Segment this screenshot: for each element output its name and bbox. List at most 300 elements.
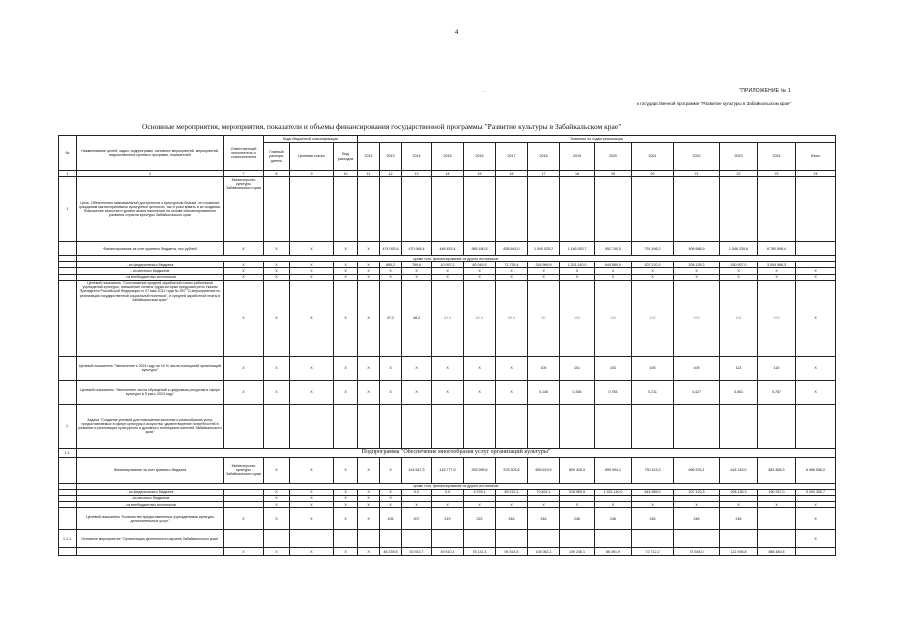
fed-cell: 60 045,5 <box>464 262 496 268</box>
x-cell: X <box>632 274 674 280</box>
fin-cell: 109 246,1 <box>560 548 595 556</box>
federal-label: - из федерального бюджета <box>77 262 224 268</box>
x-cell: X <box>758 274 796 280</box>
fin-cell: 72 712,2 <box>632 548 674 556</box>
col-number: 2 <box>77 171 224 177</box>
fed-cell: X <box>358 489 380 495</box>
ind-cell: X <box>224 508 264 530</box>
fed-cell: 208 135,3 <box>674 262 720 268</box>
ind-cell: X <box>380 380 402 404</box>
fed-cell: 208 135,3 <box>720 489 758 495</box>
empty-cell <box>496 177 528 242</box>
main-tail: X <box>796 530 836 548</box>
fin-cell: 86 491,9 <box>595 548 632 556</box>
financing-label: Финансирование за счет краевого бюджета, тыс.рублей <box>77 242 224 256</box>
row-number: 1 <box>59 177 77 242</box>
ind-cell: X <box>358 356 380 380</box>
col-number: 18 <box>560 171 595 177</box>
ind-cell: 59,9 <box>496 280 528 356</box>
fin-cell: 474 092,6 <box>380 242 402 256</box>
ind-cell: 101 <box>560 356 595 380</box>
fin-cell: 1 146 053,7 <box>560 242 595 256</box>
ind-cell: X <box>334 380 358 404</box>
financing-row <box>59 548 836 556</box>
header-year: 2023 <box>720 143 758 171</box>
empty-cell <box>264 177 290 242</box>
empty-cell <box>464 404 496 448</box>
fed-cell: 207 120,3 <box>674 489 720 495</box>
empty-cell <box>358 177 380 242</box>
header-year: 2020 <box>595 143 632 171</box>
fin-cell: 1 546 339,6 <box>720 242 758 256</box>
col-number: 14 <box>432 171 464 177</box>
fin-cell: 908 688,9 <box>674 242 720 256</box>
fin-cell: 8 780 898,4 <box>758 242 796 256</box>
fin-cell: X <box>334 242 358 256</box>
fin-cell: X <box>358 548 380 556</box>
empty-cell <box>59 380 77 404</box>
header-gl: Главный распоря-дитель <box>264 143 290 171</box>
empty-cell <box>595 530 632 548</box>
x-cell: X <box>358 268 380 274</box>
x-cell: X <box>290 502 334 508</box>
empty-cell <box>402 530 432 548</box>
indicator-text: Целевой показатель "Увеличение числа обращений к цифровым ресурсам в сфере культуры в 5 раз к 2024 году" <box>77 380 224 404</box>
local-label: - из местных бюджетов <box>77 268 224 274</box>
fin-cell: X <box>290 457 334 483</box>
fed-cell: 70 824,1 <box>528 489 560 495</box>
ind-cell: 246 <box>595 508 632 530</box>
col-number: 22 <box>720 171 758 177</box>
fed-cell: 10 057,2 <box>432 262 464 268</box>
extra-label: - из внебюджетных источников <box>77 274 224 280</box>
x-cell: X <box>720 274 758 280</box>
x-cell: X <box>432 502 464 508</box>
fed-cell: 71 735,4 <box>496 262 528 268</box>
empty-cell <box>674 177 720 242</box>
fed-cell: 769,6 <box>402 262 432 268</box>
header-num: № <box>59 136 77 171</box>
x-cell: X <box>290 495 334 501</box>
x-cell: X <box>496 274 528 280</box>
col-number: 12 <box>380 171 402 177</box>
row-number: 1.1.1. <box>59 530 77 548</box>
col-number: 19 <box>595 171 632 177</box>
local-label: - из местных бюджетов <box>77 495 224 501</box>
ind-cell: 246 <box>560 508 595 530</box>
fed-cell: X <box>290 262 334 268</box>
x-cell: X <box>595 274 632 280</box>
x-cell: X <box>358 274 380 280</box>
x-cell: X <box>528 274 560 280</box>
x-cell: X <box>380 502 402 508</box>
ind-cell: X <box>224 356 264 380</box>
fed-cell: X <box>224 262 264 268</box>
empty-cell <box>560 177 595 242</box>
executor-ministry: Министерство культуры Забайкальского края <box>224 457 264 483</box>
ind-cell: 103 <box>595 356 632 380</box>
fed-cell: X <box>290 489 334 495</box>
ind-cell: X <box>464 380 496 404</box>
ind-cell: X <box>264 280 290 356</box>
fed-cell: 9 378,1 <box>464 489 496 495</box>
fin-cell: 74 548,0 <box>674 548 720 556</box>
indicator-text: Целевой показатель "Соотношение средней заработной платы работников учреждений культуры, повышение оплаты труда которых предусмотрено Указом Президента Российской Федерации от 07 мая 2012 года № 597 "О мероприятиях по реализации государственной социальной политики", и средней заработной платы в Забайкальском крае" <box>77 280 224 356</box>
fed-cell: 3 000 305,7 <box>796 489 836 495</box>
fin-cell: 791 498,2 <box>632 242 674 256</box>
empty-cell <box>59 356 77 380</box>
x-cell: X <box>758 268 796 274</box>
empty-cell <box>290 530 334 548</box>
empty-cell <box>758 404 796 448</box>
col-number: 15 <box>464 171 496 177</box>
indicator-text: Целевой показатель "Количество предоставленных учреждениями культуры дополнительных услуг" <box>77 508 224 530</box>
subprogram-row <box>59 448 836 457</box>
ind-cell: X <box>796 356 836 380</box>
goal-text: Цель: Обеспечение максимальной доступности к культурным благам, что позволит гражданам как воспринимать культурные ценности, так и участвовать в их создании. Повышение качества и уровня жизни населения на основе сбалансированного развития отрасли культуры Забайкальского края <box>77 177 224 242</box>
x-cell: X <box>264 495 290 501</box>
fed-cell: 0,0 <box>432 489 464 495</box>
header-name: Наименование целей, задач, подпрограмм, основных мероприятий, мероприятий, ведомственных целевых программ, показателей <box>77 136 224 171</box>
empty-cell <box>334 404 358 448</box>
ind-cell: X <box>796 380 836 404</box>
fin-cell: 105 062,1 <box>528 548 560 556</box>
empty-cell <box>595 404 632 448</box>
incl-label: кроме того, финансирование из других источников: <box>77 483 836 489</box>
header-year: 2015 <box>432 143 464 171</box>
header-year: 2012 <box>358 143 380 171</box>
header-year: 2019 <box>560 143 595 171</box>
fin-cell: 122 496,8 <box>720 548 758 556</box>
fed-cell: 3 004 586,3 <box>758 262 796 268</box>
fin-cell: 78 131,4 <box>464 548 496 556</box>
fin-cell: 838 643,0 <box>496 242 528 256</box>
main-activity-row <box>59 530 836 548</box>
empty-cell <box>796 548 836 556</box>
fin-cell: 730 313,3 <box>632 457 674 483</box>
fin-cell: X <box>224 242 264 256</box>
header-year: 2024 <box>758 143 796 171</box>
ind-cell: X <box>432 356 464 380</box>
fin-cell: 94 514,5 <box>496 548 528 556</box>
fin-cell: 589 180,5 <box>464 242 496 256</box>
empty-cell <box>380 530 402 548</box>
fin-cell: 46 239,8 <box>380 548 402 556</box>
extra-label: - из внебюджетных источников <box>77 502 224 508</box>
ind-cell: 100 <box>560 280 595 356</box>
empty-cell <box>632 177 674 242</box>
x-cell: X <box>560 274 595 280</box>
fin-cell: X <box>290 548 334 556</box>
fed-cell: 1 331 140,0 <box>560 262 595 268</box>
fin-cell: 415 777,9 <box>432 457 464 483</box>
col-number: 9 <box>290 171 334 177</box>
ind-cell: X <box>264 508 290 530</box>
header-year: 2013 <box>380 143 402 171</box>
header-year: 2016 <box>464 143 496 171</box>
ind-cell: 105 <box>632 356 674 380</box>
fed-cell: 644 589,0 <box>632 489 674 495</box>
fin-cell: 952 740,5 <box>595 242 632 256</box>
fed-cell: X <box>334 262 358 268</box>
ind-cell: X <box>224 280 264 356</box>
x-cell: X <box>674 268 720 274</box>
x-cell: X <box>402 502 432 508</box>
x-cell: X <box>464 274 496 280</box>
ind-cell: X <box>496 356 528 380</box>
empty-cell <box>595 177 632 242</box>
fin-cell: X <box>264 242 290 256</box>
empty-cell <box>674 404 720 448</box>
x-cell: X <box>674 274 720 280</box>
empty-cell <box>720 177 758 242</box>
x-cell: X <box>290 268 334 274</box>
fed-cell: X <box>380 489 402 495</box>
empty-cell <box>528 530 560 548</box>
ind-cell: 0,561 <box>720 380 758 404</box>
empty-cell <box>464 177 496 242</box>
empty-cell <box>496 404 528 448</box>
empty-cell <box>796 242 836 256</box>
empty-cell <box>358 404 380 448</box>
ind-cell: 100 <box>528 356 560 380</box>
appendix-title: "ПРИЛОЖЕНИЕ № 1 <box>739 88 791 94</box>
empty-cell <box>224 530 264 548</box>
fin-cell: X <box>224 548 264 556</box>
ind-cell: X <box>358 280 380 356</box>
col-number: 24 <box>796 171 836 177</box>
empty-cell <box>334 530 358 548</box>
ind-cell: X <box>432 380 464 404</box>
ind-cell: X <box>290 356 334 380</box>
fin-cell: 448 452,4 <box>432 242 464 256</box>
federal-label: - из федерального бюджета <box>77 489 224 495</box>
col-number: 17 <box>528 171 560 177</box>
empty-cell <box>758 177 796 242</box>
ind-cell: 0,355 <box>560 380 595 404</box>
x-cell: X <box>595 268 632 274</box>
header-year: 2017 <box>496 143 528 171</box>
fed-cell: 59 212,1 <box>496 489 528 495</box>
empty-cell <box>496 530 528 548</box>
ind-cell: 48,2 <box>402 280 432 356</box>
empty-cell <box>59 457 77 483</box>
ind-cell: 246 <box>674 508 720 530</box>
fin-cell: X <box>358 457 380 483</box>
ind-cell: X <box>796 280 836 356</box>
ind-cell: X <box>402 356 432 380</box>
x-cell: X <box>496 268 528 274</box>
ind-cell: 0,211 <box>632 380 674 404</box>
fin-cell: 49 610,1 <box>432 548 464 556</box>
fin-cell: X <box>334 548 358 556</box>
ind-cell: X <box>358 380 380 404</box>
x-cell: X <box>632 502 674 508</box>
x-cell: X <box>334 268 358 274</box>
ind-cell: X <box>264 380 290 404</box>
ind-cell: X <box>334 356 358 380</box>
x-cell: X <box>224 268 264 274</box>
empty-cell <box>59 508 77 530</box>
subprogram-title: Подпрограмма "Обеспечение многообразия услуг организаций культуры" <box>77 448 836 457</box>
x-cell: X <box>358 502 380 508</box>
empty-cell <box>290 177 334 242</box>
x-cell: X <box>758 502 796 508</box>
fin-cell: X <box>264 548 290 556</box>
header-year: 2018 <box>528 143 560 171</box>
ind-cell: X <box>264 356 290 380</box>
ind-cell: X <box>290 280 334 356</box>
fed-cell: 150 937,0 <box>720 262 758 268</box>
ind-cell: 100 <box>674 280 720 356</box>
ind-cell: 0,783 <box>595 380 632 404</box>
header-budget-codes: Коды бюджетной классификации <box>264 136 358 143</box>
empty-cell <box>758 508 796 530</box>
empty-cell <box>796 177 836 242</box>
empty-cell <box>432 404 464 448</box>
x-cell: X <box>358 495 380 501</box>
goal-row <box>59 177 836 242</box>
fed-cell: X <box>264 489 290 495</box>
x-cell: X <box>334 274 358 280</box>
ind-cell: X <box>464 356 496 380</box>
ind-cell: 109 <box>674 356 720 380</box>
x-cell: X <box>264 268 290 274</box>
col-number: 11 <box>358 171 380 177</box>
x-cell: X <box>560 268 595 274</box>
ind-cell: X <box>358 508 380 530</box>
main-activity-text: Основное мероприятие "Организация деятельности музеев Забайкальского края" <box>77 530 224 548</box>
fed-cell: X <box>264 262 290 268</box>
ind-cell: X <box>334 508 358 530</box>
indicator-text: Целевой показатель "Увеличение к 2024 году на 15 % числа посещений организаций культуры" <box>77 356 224 380</box>
x-cell: X <box>632 268 674 274</box>
empty-cell <box>560 404 595 448</box>
col-number: 20 <box>632 171 674 177</box>
empty-cell <box>334 177 358 242</box>
x-cell: X <box>380 268 402 274</box>
empty-cell <box>560 530 595 548</box>
empty-cell <box>632 530 674 548</box>
x-cell: X <box>496 502 528 508</box>
ind-cell: 100 <box>758 280 796 356</box>
col-number: 7 <box>224 171 264 177</box>
fin-cell: 393 995,6 <box>464 457 496 483</box>
header-vr: Вид расходов <box>334 143 358 171</box>
ind-cell: 62,9 <box>464 280 496 356</box>
ind-cell: 100 <box>720 280 758 356</box>
x-cell: X <box>528 268 560 274</box>
x-cell: X <box>528 502 560 508</box>
page-number: 4 <box>455 30 459 36</box>
empty-cell <box>380 177 402 242</box>
ind-cell: 222 <box>464 508 496 530</box>
ind-cell: X <box>334 280 358 356</box>
empty-cell <box>224 404 264 448</box>
fin-cell: X <box>358 242 380 256</box>
fin-cell: X <box>334 457 358 483</box>
fin-cell: 881 858,3 <box>758 457 796 483</box>
x-cell: X <box>796 502 836 508</box>
ind-cell: 246 <box>720 508 758 530</box>
x-cell: X <box>595 502 632 508</box>
empty-cell <box>432 530 464 548</box>
empty-cell <box>674 530 720 548</box>
col-number: 16 <box>496 171 528 177</box>
col-number: 23 <box>758 171 796 177</box>
x-cell: X <box>380 495 402 501</box>
ind-cell: 90 <box>528 280 560 356</box>
financing-row <box>59 242 836 256</box>
x-cell: X <box>402 268 432 274</box>
fed-cell: 150 937,0 <box>758 489 796 495</box>
header-year: 2014 <box>402 143 432 171</box>
ind-cell: 219 <box>432 508 464 530</box>
header-total: Итого <box>796 143 836 171</box>
indicator-row <box>59 508 836 530</box>
x-cell: X <box>560 502 595 508</box>
empty-cell <box>290 404 334 448</box>
empty-cell <box>432 177 464 242</box>
header-year: 2021 <box>632 143 674 171</box>
ind-cell: 115 <box>758 356 796 380</box>
ind-cell: 246 <box>632 508 674 530</box>
ind-cell: 0,146 <box>528 380 560 404</box>
col-number: 1 <box>59 171 77 177</box>
empty-cell <box>632 404 674 448</box>
fed-cell: X <box>334 489 358 495</box>
fed-cell: 318 969,9 <box>560 489 595 495</box>
x-cell: X <box>432 274 464 280</box>
header-year: 2022 <box>674 143 720 171</box>
fin-cell: 1 040 025,2 <box>528 242 560 256</box>
x-cell: X <box>464 502 496 508</box>
x-cell: X <box>796 268 836 274</box>
x-cell: X <box>264 502 290 508</box>
fin-cell: 696 576,1 <box>674 457 720 483</box>
col-number: 13 <box>402 171 432 177</box>
fed-cell: 865,2 <box>380 262 402 268</box>
fin-cell: 659 619,9 <box>528 457 560 483</box>
empty-cell <box>720 404 758 448</box>
empty-cell <box>59 280 77 356</box>
executor-ministry: Министерство культуры Забайкальского края <box>224 177 264 242</box>
program-table <box>58 135 836 556</box>
ind-cell: X <box>380 356 402 380</box>
fin-cell: X <box>264 457 290 483</box>
x-cell: X <box>264 274 290 280</box>
row-number: 1. <box>59 404 77 448</box>
header-cs: Целевая статья <box>290 143 334 171</box>
fin-cell: 416 547,3 <box>402 457 432 483</box>
empty-cell <box>720 530 758 548</box>
fin-cell: 859 994,1 <box>595 457 632 483</box>
empty-cell <box>528 404 560 448</box>
ind-cell: 100 <box>595 280 632 356</box>
ind-cell: X <box>290 508 334 530</box>
fin-cell: 578 303,6 <box>496 457 528 483</box>
x-cell: X <box>224 274 264 280</box>
fin-cell: 53 922,7 <box>402 548 432 556</box>
ind-cell: 113 <box>720 356 758 380</box>
fed-cell: 207 120,3 <box>632 262 674 268</box>
ind-cell: X <box>224 380 264 404</box>
header-executor: Ответственный исполнитель и соисполнители <box>224 136 264 171</box>
fed-cell: 318 969,9 <box>528 262 560 268</box>
financing-label: Финансирование за счет краевого бюджета <box>77 457 224 483</box>
x-cell: X <box>290 274 334 280</box>
empty-cell <box>758 530 796 548</box>
